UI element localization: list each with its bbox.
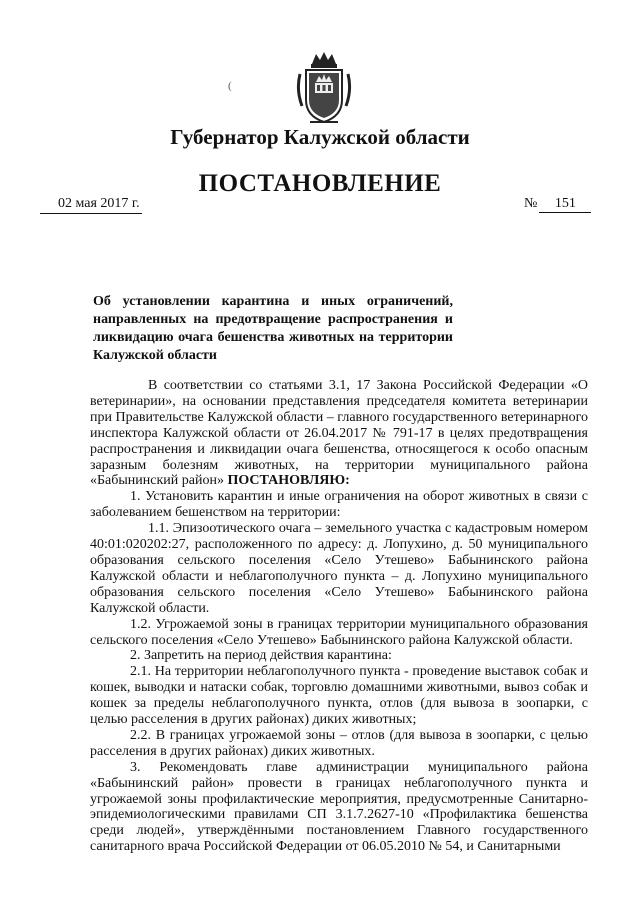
kaluga-coat-of-arms-emblem [296,50,352,126]
decree-word: ПОСТАНОВЛЯЮ: [227,473,350,489]
preamble-paragraph [90,378,588,489]
clause-1-2: 1.2. Угрожаемой зоны в границах территории муниципального образования сельского поселения «Село Утешево» Бабынинского района Калужской области. [90,616,588,648]
clause-2: 2. Запретить на период действия карантина: [130,648,392,664]
document-subject: Об установлении карантина и иных ограничений, направленных на предотвращение распространения и ликвидацию очага бешенства животных на территории Калужской области [93,294,453,363]
clause-2-1: 2.1. На территории неблагополучного пункта - проведение выставок собак и кошек, выводки и натаски собак, торговлю домашними животными, вывоз собак и кошек за пределы неблагополучного пункта, отлов (для вывоза в зоопарки, с целью расселения в других районах) диких животных; [90,664,588,728]
document-type: ПОСТАНОВЛЕНИЕ [198,170,442,197]
preamble-text: В соответствии со статьями 3.1, 17 Закона Российской Федерации «О ветеринарии», на основании представления председателя комитета ветеринарии при Правительстве Калужской области – главного государственного ветеринарного инспектора Калужской области от 26.04.2017 № 791-17 в целях предотвращения распространения и ликвидации очага бешенства, относящегося к особо опасным заразным болезням животных, на территории муниципального района «Бабынинский район» [90,378,588,489]
clause-1-1: 1.1. Эпизоотического очага – земельного участка с кадастровым номером 40:01:020202:27, расположенного по адресу: д. Лопухино, д. 50 муниципального образования сельского поселения «Село Утешево» Бабынинского района Калужской области и неблагополучного пункта – д. Лопухино муниципального образования сельского поселения «Село Утешево» Бабынинского района Калужской области. [90,521,588,616]
number-value: 151 [539,196,591,213]
document-date: 02 мая 2017 г. [40,196,142,214]
stray-scan-mark: ( [228,80,232,92]
issuer-title: Губернатор Калужской области [170,125,470,149]
document-number [524,196,591,213]
document-body [90,378,588,855]
clause-2-2: 2.2. В границах угрожаемой зоны – отлов (для вывоза в зоопарки, с целью расселения в других районах) диких животных. [90,727,588,759]
clause-1: 1. Установить карантин и иные ограничения на оборот животных в связи с заболеванием бешенством на территории: [90,489,588,521]
clause-3: 3. Рекомендовать главе администрации муниципального района «Бабынинский район» провести в границах неблагополучного пункта и угрожаемой зоны профилактические мероприятия, предусмотренные Санитарно-эпидемиологическими правилами СП 3.1.7.2627-10 «Профилактика бешенства среди людей», утверждёнными постановлением Главного государственного санитарного врача Российской Федерации от 06.05.2010 № 54, и Санитарными [90,759,588,855]
number-label: № [524,196,538,211]
